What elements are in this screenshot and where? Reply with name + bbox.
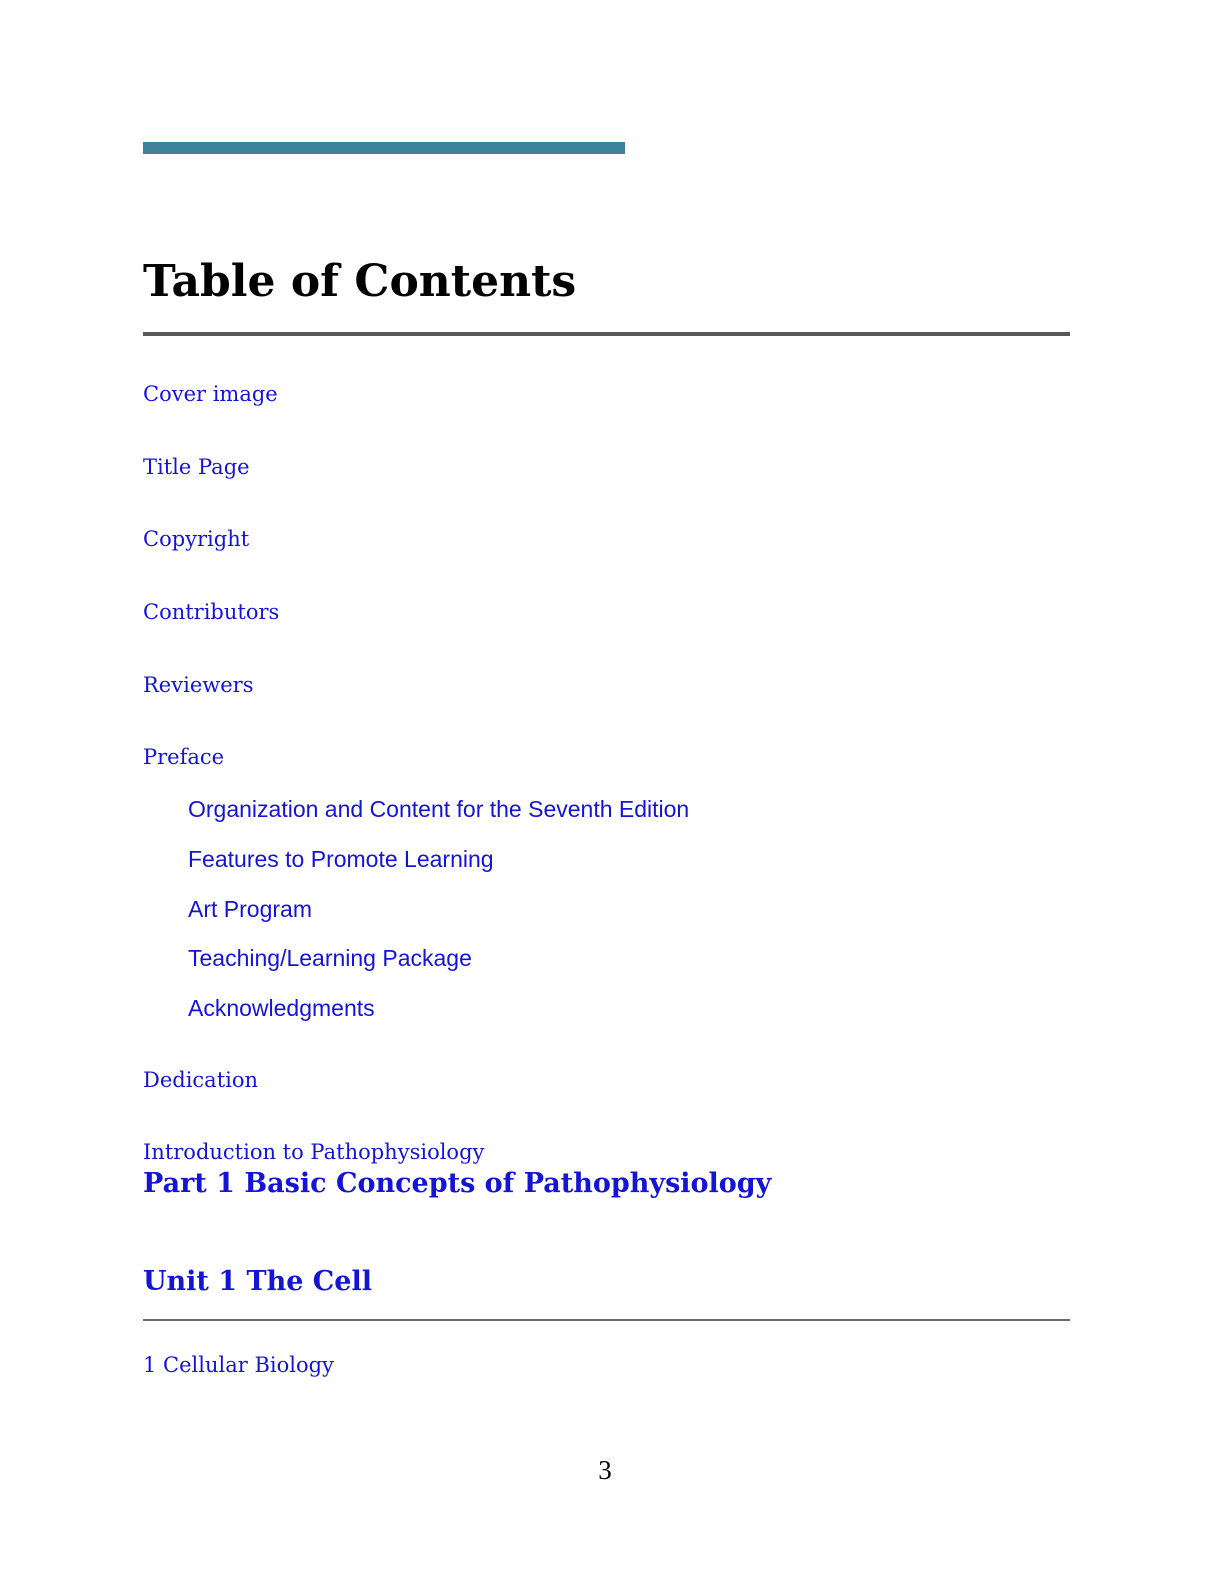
toc-link-part-1[interactable]: Part 1 Basic Concepts of Pathophysiology bbox=[143, 1168, 772, 1199]
page-number: 3 bbox=[598, 1455, 612, 1485]
toc-link-cellular-biology[interactable]: 1 Cellular Biology bbox=[143, 1353, 334, 1377]
toc-link-copyright[interactable]: Copyright bbox=[143, 527, 250, 551]
toc-link-features-to-promote-learning[interactable]: Features to Promote Learning bbox=[188, 846, 494, 872]
toc-link-dedication[interactable]: Dedication bbox=[143, 1068, 259, 1092]
unit-divider bbox=[143, 1319, 1070, 1321]
toc-link-unit-1[interactable]: Unit 1 The Cell bbox=[143, 1266, 372, 1297]
toc-link-preface[interactable]: Preface bbox=[143, 745, 225, 769]
toc-link-cover-image[interactable]: Cover image bbox=[143, 382, 278, 406]
toc-link-teaching-learning-package[interactable]: Teaching/Learning Package bbox=[188, 945, 472, 971]
toc-link-art-program[interactable]: Art Program bbox=[188, 896, 312, 922]
toc-link-introduction[interactable]: Introduction to Pathophysiology bbox=[143, 1140, 485, 1164]
page-title: Table of Contents bbox=[143, 256, 577, 307]
toc-link-contributors[interactable]: Contributors bbox=[143, 600, 280, 624]
accent-bar bbox=[143, 142, 625, 154]
toc-link-reviewers[interactable]: Reviewers bbox=[143, 673, 254, 697]
toc-link-acknowledgments[interactable]: Acknowledgments bbox=[188, 995, 375, 1021]
toc-link-organization-and-content[interactable]: Organization and Content for the Seventh Edition bbox=[188, 796, 690, 822]
title-divider bbox=[143, 332, 1070, 336]
toc-link-title-page[interactable]: Title Page bbox=[143, 455, 250, 479]
